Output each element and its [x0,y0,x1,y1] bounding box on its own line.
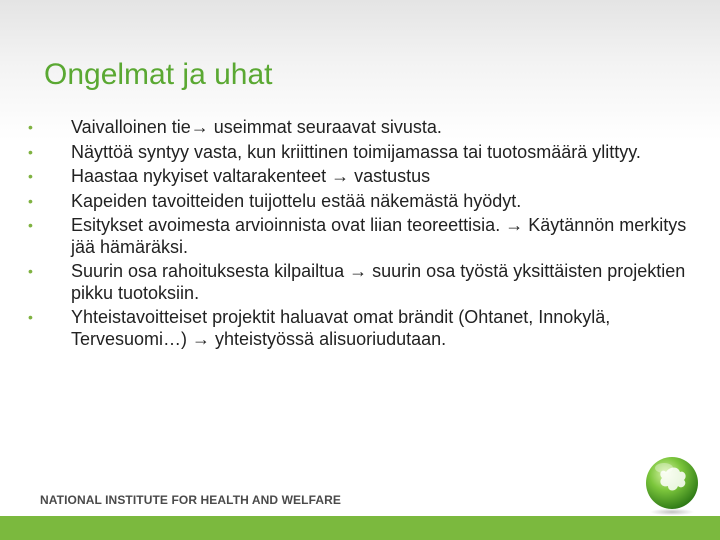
bullet-text: Näyttöä syntyy vasta, kun kriittinen toimijamassa tai tuotosmäärä ylittyy. [71,141,641,162]
bullet-marker: • [28,119,33,135]
bullet-item [28,191,688,213]
bullet-text: Vaivalloinen tie→ useimmat seuraavat sivusta. [71,117,442,137]
bullet-item [28,307,688,350]
bullet-item [28,166,688,188]
bullet-item [28,117,688,139]
bullet-marker: • [28,217,33,233]
organization-name: NATIONAL INSTITUTE FOR HEALTH AND WELFARE [40,493,341,507]
footer-bar [0,516,720,540]
bullet-item [28,142,688,164]
bullet-marker: • [28,263,33,279]
bullet-text: Esitykset avoimesta arvioinnista ovat liian teoreettisia. → Käytännön merkitys jää hämäräksi. [71,215,687,257]
bullet-marker: • [28,168,33,184]
bullet-marker: • [28,192,33,209]
bullet-text: Haastaa nykyiset valtarakenteet → vastustus [71,166,431,186]
bullet-text: Yhteistavoitteiset projektit haluavat omat brändit (Ohtanet, Innokylä, Tervesuomi…) → yhteistyössä alisuoriudutaan. [71,307,611,349]
slide-title: Ongelmat ja uhat [44,58,273,91]
bullet-text: Kapeiden tavoitteiden tuijottelu estää näkemästä hyödyt. [71,190,522,211]
green-globe-icon [640,452,704,516]
bullet-marker: • [28,309,33,325]
bullet-marker: • [28,143,33,160]
bullet-list [28,117,688,353]
bullet-item [28,261,688,304]
bullet-text: Suurin osa rahoituksesta kilpailtua → suurin osa työstä yksittäisten projektien pikku tuotoksiin. [71,261,686,303]
bullet-item [28,215,688,258]
